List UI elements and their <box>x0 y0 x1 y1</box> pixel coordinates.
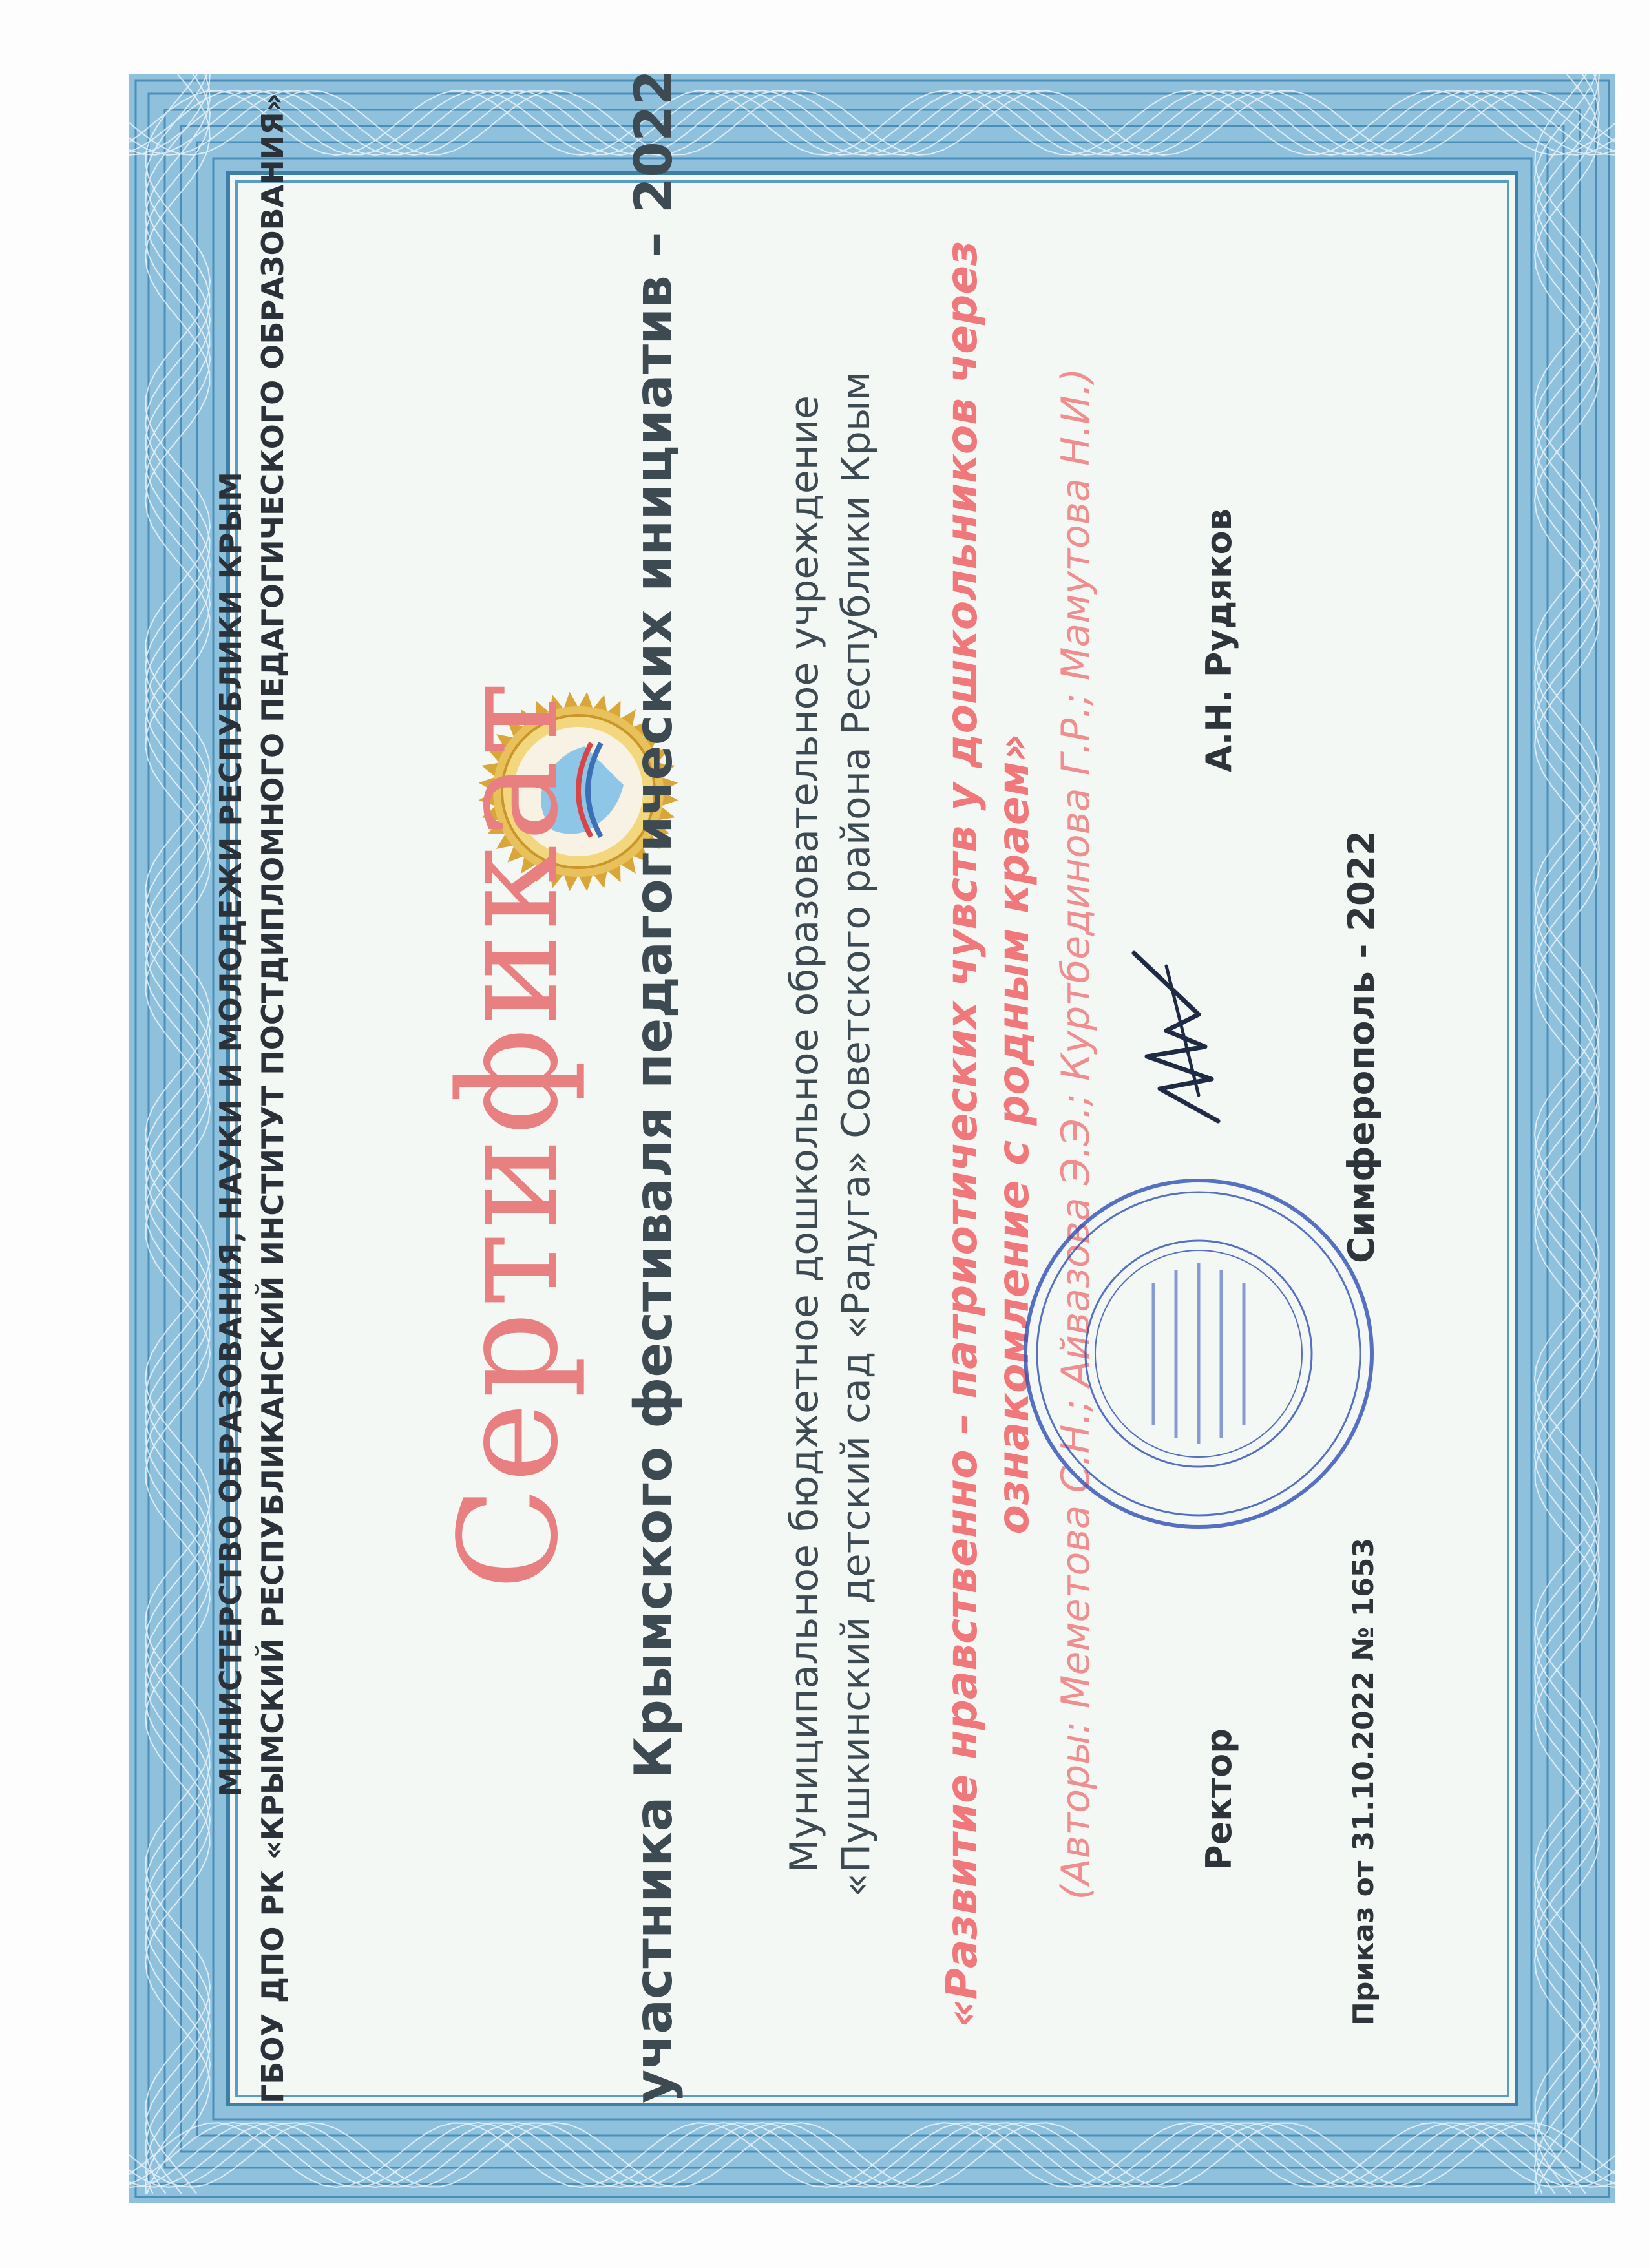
certificate-subtitle: участника Крымского фестиваля педагогических инициатив – 2022 <box>624 69 684 2103</box>
signatory-role: Ректор <box>1199 1728 1239 1871</box>
order-reference: Приказ от 31.10.2022 № 1653 <box>1347 1537 1380 2026</box>
project-topic-line2: ознакомление с родным краем» <box>989 733 1038 1535</box>
certificate-title: Сертификат <box>430 677 588 1591</box>
recipient-institution-line1: Муниципальное бюджетное дошкольное образовательное учреждение <box>782 395 827 1873</box>
project-topic-line1: «Развитие нравственно – патриотических чувств у дошкольников через <box>937 240 987 2028</box>
ministry-name: МИНИСТЕРСТВО ОБРАЗОВАНИЯ, НАУКИ И МОЛОДЕЖИ РЕСПУБЛИКИ КРЫМ <box>213 471 248 1797</box>
certificate-content <box>178 69 1470 2103</box>
signature-row <box>1199 165 1263 2103</box>
city-year: Симферополь - 2022 <box>1341 830 1383 1263</box>
recipient-institution-line2: «Пушкинский детский сад «Радуга» Советского района Республики Крым <box>834 371 879 1897</box>
institute-name: ГБОУ ДПО РК «КРЫМСКИЙ РЕСПУБЛИКАНСКИЙ ИНСТИТУТ ПОСТДИПЛОМНОГО ПЕДАГОГИЧЕСКОГО ОБРАЗОВАНИЯ» <box>255 92 290 2103</box>
signatory-name: А.Н. Рудяков <box>1199 509 1239 772</box>
authors-list: (Авторы: Меметова С.Н.; Айвазова Э.Э.; Куртбединова Г.Р.; Мамутова Н.И.) <box>1053 368 1098 1900</box>
